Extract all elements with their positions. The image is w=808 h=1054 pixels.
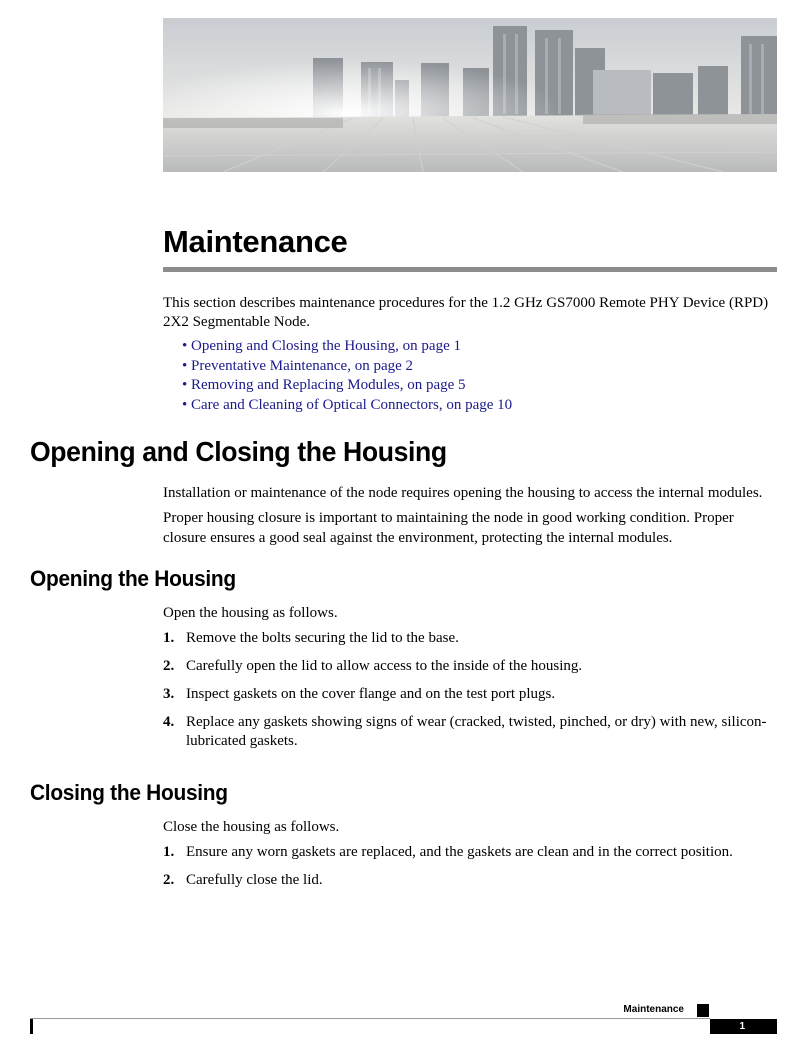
step-number: 1. [163,630,175,646]
step-item [163,713,779,751]
step-item [163,843,779,862]
chapter-intro: This section describes maintenance procedures for the 1.2 GHz GS7000 Remote PHY Device (RPD) 2X2 Segmentable Node. [163,295,769,330]
toc-link-removing-replacing-modules[interactable]: Removing and Replacing Modules, on page 5 [191,377,466,393]
chapter-toc [182,337,512,415]
step-item [163,629,779,648]
toc-item [182,357,512,377]
step-item [163,871,779,890]
toc-item [182,337,512,357]
step-item [163,685,779,704]
step-item [163,657,779,676]
subsection-title-opening: Opening the Housing [30,566,236,591]
step-text: Inspect gaskets on the cover flange and on the test port plugs. [186,686,556,702]
page-number: 1 [710,1019,777,1034]
toc-link-care-cleaning-optical[interactable]: Care and Cleaning of Optical Connectors, on page 10 [191,396,513,413]
step-text: Ensure any worn gaskets are replaced, and the gaskets are clean and in the correct position. [186,844,733,860]
subsection-title-closing: Closing the Housing [30,780,228,805]
opening-steps [163,629,779,751]
closing-lead: Close the housing as follows. [163,819,340,835]
header-banner-image [163,18,777,172]
footer-rule [30,1018,710,1019]
footer-left-marker [30,1019,33,1034]
step-text: Carefully close the lid. [186,872,323,888]
toc-bullet: • [182,357,188,374]
chapter-title: Maintenance [163,224,348,259]
step-text: Remove the bolts securing the lid to the base. [186,630,459,646]
step-number: 4. [163,714,175,730]
toc-bullet: • [182,338,188,354]
closing-steps [163,843,779,890]
step-text: Carefully open the lid to allow access to the inside of the housing. [186,658,583,674]
section-paragraph-1: Installation or maintenance of the node requires opening the housing to access the internal modules. [163,485,763,501]
footer-marker-square [697,1004,709,1017]
toc-item [182,376,512,396]
toc-link-preventative-maintenance[interactable]: Preventative Maintenance, on page 2 [191,357,414,374]
footer-chapter-label: Maintenance [623,1004,684,1015]
step-number: 2. [163,872,175,888]
chapter-title-rule [163,267,777,272]
step-number: 1. [163,844,175,860]
toc-bullet: • [182,396,188,413]
section-paragraph-2: Proper housing closure is important to maintaining the node in good working condition. Proper closure ensures a good seal against the environment, protecting the internal modules. [163,510,734,546]
toc-bullet: • [182,377,188,393]
step-text: Replace any gaskets showing signs of wear (cracked, twisted, pinched, or dry) with new, silicon-lubricated gaskets. [186,714,767,749]
step-number: 2. [163,658,175,674]
toc-link-opening-closing[interactable]: Opening and Closing the Housing, on page 1 [191,338,461,354]
section-title: Opening and Closing the Housing [30,436,447,467]
opening-lead: Open the housing as follows. [163,605,338,621]
toc-item [182,396,512,416]
step-number: 3. [163,686,175,702]
